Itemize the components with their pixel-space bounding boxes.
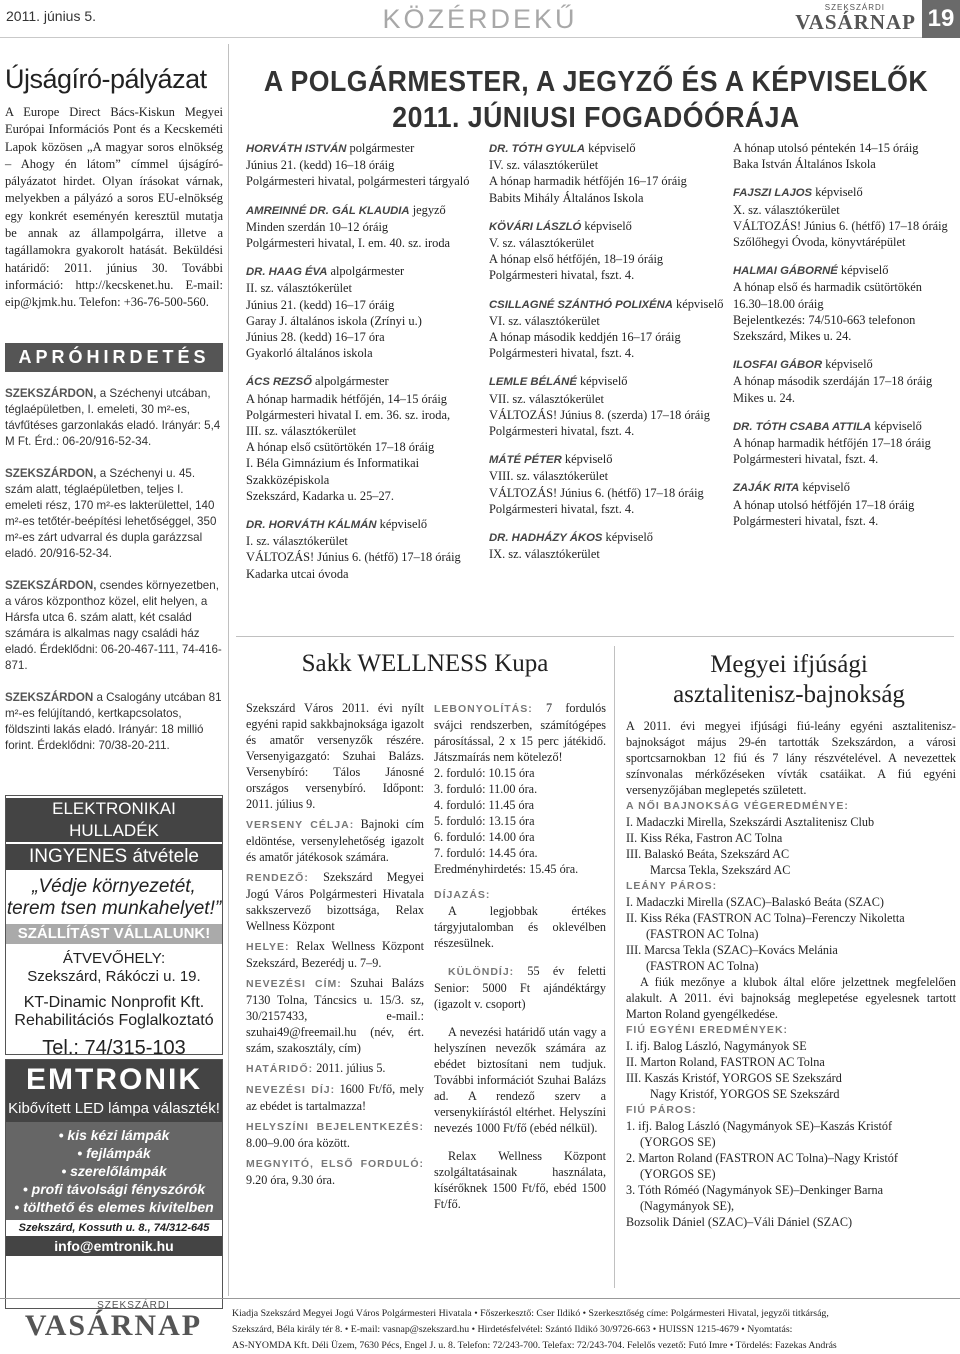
official-detail: Garay J. általános iskola (Zrínyi u.) [246,313,422,328]
footer-brand-logo: VASÁRNAP [24,1309,203,1342]
tt-result: Marcsa Tekla, Szekszárd AC [650,863,791,877]
ad-line: Tel.: 74/315-103 [42,1037,186,1059]
chess-round: 7. forduló: 14.45 óra. [434,846,538,860]
official-detail: Szőlőhegyi Óvoda, könyvtárépület [733,235,906,250]
section-title: KÖZÉRDEKŰ [382,4,578,34]
chess-column-1 [246,700,424,1200]
official-detail: III. sz. választókerület [246,424,357,439]
footer-brand [6,1300,221,1341]
classified-text: a Széchenyi u. 45. szám alatt, téglaépületben, teljes I. emeleti rész, 170 m²-es lakterülettel, 140 m²-es tetőtér-beépítési lehetőséggel, 350 m²-es zárt udvarral és dupla garázzsal eladó. 20/916-52-34. [5,467,217,560]
chess-special-prize [434,963,606,1012]
officials-column-3 [733,140,958,541]
chess-note-2: Relax Wellness Központ szolgáltatásainak használata, kísérőknek 1500 Ft/fő, ebéd 1500 Ft/fő. [434,1149,606,1211]
official-role: képviselő [376,517,428,532]
footer-brand-small: SZEKSZÁRDI [97,1300,170,1311]
value: 2011. július 5. [313,1061,386,1075]
official-role: polgármester [346,141,415,155]
official-role: képviselő [672,296,724,311]
official-role: képviselő [812,185,863,200]
official-detail: Mikes u. 24. [733,390,795,405]
ad-item: • profi távolsági fényszórók [22,1181,206,1197]
official-entry [489,529,725,562]
ad-line: Szekszárd, Rákóczi u. 19. [27,968,201,985]
brand-small: SZEKSZÁRDI [824,3,885,12]
tt-result: (YORGOS SE) [640,1135,716,1149]
chess-venue [246,938,424,971]
official-detail: Polgármesteri hivatal, polgármesteri tárgyaló [246,174,470,189]
label: LEBONYOLÍTÁS: [434,703,533,715]
classified-item [5,578,223,674]
official-entry [733,140,958,172]
official-detail: A hónap utolsó hétfőjén 17–18 óráig [733,497,915,512]
value: 8.00–9.00 óra között. [246,1136,350,1150]
value: 1600 Ft/fő, mely az ebédet is tartalmazza! [246,1082,424,1113]
title-line-2: asztalitenisz-bajnokság [673,681,905,708]
journalist-contest-text: A Europe Direct Bács-Kiskun Megyei Európai Információs Pont és a Kecskeméti Lapok közösen „A magyar soros elnökség – Ahogy én látom” címmel újságíró-pályázatot hirdet. Olyan írásokat várnak, melyekben a pályázó a soros EU-elnökség egy konkrét eseményén keresztül mutatja be annak az állampolgárra, illetve a tagállamokra gyakorolt hatását. Beküldési határidő: 2011. június 30. További információ: http://kecskenet.hu. E-mail: eip@kjmk.hu. Telefon: +36-76-500-560. [5,105,223,310]
ad-line: Rehabilitációs Foglalkoztató [14,1012,214,1029]
official-name: ÁCS REZSŐ [246,376,312,389]
chess-registration [246,1118,424,1151]
ad-item: • fejlámpák [77,1145,151,1161]
tt-result: I. Madaczki Mirella (SZAC)–Balaskó Beáta (SZAC) [626,895,884,909]
official-detail: A hónap harmadik hétfőjén, 14–15 óráig [246,391,447,406]
tt-result: II. Marton Roland, FASTRON AC Tolna [626,1055,825,1069]
ad-line: INGYENES átvétele [6,842,222,870]
chess-note: A nevezési határidő után vagy a helyszínen nevezők számára az ebédet biztosítani nem tudjuk. További információt Szuhai Balázs ad. A rendező szerv a versenykiírástól eltérhet. Helyszíni nevezés 1000 Ft/fő (ebéd nélkül). [434,1025,606,1135]
official-entry [246,140,476,190]
chess-goal [246,816,424,865]
label: KÜLÖNDÍJ: [448,966,515,978]
official-detail: VÁLTOZÁS! Június 8. (szerda) 17–18 óráig [489,407,710,422]
official-detail: Polgármesteri hivatal I. em. 36. sz. iroda, [246,407,451,422]
official-role: alpolgármester [311,374,389,389]
official-detail: X. sz. választókerület [733,202,840,217]
table-tennis-body [626,718,956,1230]
official-detail: Gyakorló általános iskola [246,346,373,361]
official-detail: Kadarka utcai óvoda [246,566,349,581]
official-detail: Szekszárd, Mikes u. 24. [733,329,852,344]
label: HELYE: [246,941,290,953]
label: HATÁRIDŐ: [246,1063,314,1075]
section-divider [236,636,954,637]
official-role: képviselő [585,141,636,155]
official-detail: A hónap első hétfőjén, 18–19 óráig [489,252,664,267]
tt-heading: A NŐI BAJNOKSÁG VÉGEREDMÉNYE: [626,800,849,812]
official-entry [489,373,725,439]
ad-subtitle: Kibővített LED lámpa választék! [6,1100,222,1122]
classified-text: a Széchenyi utcában, téglaépületben, I. emeleti, 30 m²-es, távfűtéses garzonlakás eladó. Irányár: 5,4 M Ft. Érd.: 06-20/916-52-34. [5,387,221,448]
official-entry [246,263,476,361]
official-role: képviselő [799,480,850,495]
official-detail: VI. sz. választókerület [489,313,600,328]
office-hours-heading [232,64,960,136]
official-role: képviselő [561,452,613,467]
classified-text: a Csalogány utcában 81 m²-es felújítandó, kertkapcsolatos, földszinti lakás eladó. Irányár: 18 millió forint. Érdeklődni: 70/38-20-211. [5,691,222,752]
tt-result: I. Madaczki Mirella, Szekszárdi Asztalitenisz Club [626,815,875,829]
footer-divider [0,1298,960,1299]
official-detail: Szekszárd, Kadarka u. 25–27. [246,488,394,503]
chess-round: 3. forduló: 11.00 óra. [434,782,538,796]
official-detail: A hónap első csütörtökén 17–18 óráig [246,440,435,455]
official-detail: V. sz. választókerület [489,236,595,251]
official-name: DR. HORVÁTH KÁLMÁN [246,519,377,532]
value: 9.20 óra, 9.30 óra. [246,1173,336,1187]
label: HELYSZÍNI BEJELENTKEZÉS: [246,1121,424,1133]
tt-result: II. Kiss Réka (FASTRON AC Tolna)–Ferenczy Nikoletta [626,911,905,925]
official-entry [489,451,725,517]
imprint-line: Kiadja Szekszárd Megyei Jogú Város Polgármesteri Hivatala • Főszerkesztő: Cser Ildikó • Szerkesztőség címe: Polgármesteri Hivatal, jegyzői titkárság, [232,1308,829,1319]
official-detail: A hónap második keddjén 16–17 óráig [489,330,681,345]
ad-address: Szekszárd, Kossuth u. 8., 74/312-645 [18,1222,210,1234]
classified-text: csendes környezetben, a város központhoz közel, elit helyen, a Hársfa utca 6. szám alatt, két család számára is alkalmas nagy családi ház eladó. Érdeklődni: 06-20-467-111, 74-416-871. [5,579,222,672]
tt-result: 2. Marton Roland (FASTRON AC Tolna)–Nagy Kristóf [626,1151,898,1165]
ad-title: EMTRONIK [6,1060,222,1100]
official-detail: Polgármesteri hivatal, fszt. 4. [733,513,879,528]
official-detail: IX. sz. választókerület [489,547,600,562]
chess-title: Sakk WELLNESS Kupa [301,650,549,677]
table-tennis-title [620,650,958,710]
tt-result: Nagy Kristóf, YORGOS SE Szekszárd [650,1087,840,1101]
official-name: ILOSFAI GÁBOR [733,359,823,372]
officials-column-2 [489,140,725,574]
tt-result: Bozsolik Dániel (SZAC)–Váli Dániel (SZAC) [626,1215,853,1229]
chess-round: 2. forduló: 10.15 óra [434,766,535,780]
tt-result: II. Kiss Réka, Fastron AC Tolna [626,831,783,845]
tt-result: (YORGOS SE) [640,1167,716,1181]
official-entry [733,418,958,468]
official-detail: A hónap első és harmadik csütörtökén 16.30–18.00 óráig [733,280,922,311]
chess-prizes: A legjobbak értékes tárgyjutalomban és oklevélben részesülnek. [434,904,606,950]
emtronik-ad [5,1059,223,1309]
official-entry [489,296,725,362]
official-entry [246,373,476,504]
official-detail: Baka István Általános Iskola [733,157,876,172]
chess-fee [246,1081,424,1114]
label: RENDEZŐ: [246,872,309,884]
tt-heading: LEÁNY PÁROS: [626,880,718,892]
official-detail: VII. sz. választókerület [489,391,604,406]
classifieds-list [5,386,223,754]
ad-items [6,1122,222,1220]
official-detail: IV. sz. választókerület [489,158,599,173]
official-entry [733,479,958,529]
ad-item: • szerelőlámpák [61,1163,167,1179]
official-name: LEMLE BÉLÁNÉ [489,376,577,389]
tt-result: 3. Tóth Róméó (Nagymányok SE)–Denkinger Barna [626,1183,884,1197]
chess-round: 4. forduló: 11.45 óra [434,798,535,812]
value: Relax Wellness Központ Szekszárd, Bezerédj u. 7–9. [246,939,424,970]
imprint-line: Szekszárd, Béla király tér 8. • E-mail: vasnap@szekszard.hu • Hirdetésfelvétel: Szántó Ildikó 30/9726-663 • HUISSN 1215-4679 • Nyomtatás: [232,1324,793,1335]
official-detail: Polgármesteri hivatal, fszt. 4. [489,268,635,283]
tt-heading: FIÚ EGYÉNI EREDMÉNYEK: [626,1024,789,1036]
official-entry [733,356,958,406]
official-detail: Június 21. (kedd) 16–18 óráig [246,158,395,173]
footer-imprint [232,1306,956,1354]
official-detail: Polgármesteri hivatal, I. em. 40. sz. iroda [246,236,451,251]
official-detail: Június 21. (kedd) 16–17 óráig [246,297,395,312]
official-name: FAJSZI LAJOS [733,187,813,200]
tt-result: III. Balaskó Beáta, Szekszárd AC [626,847,790,861]
chess-intro: Szekszárd Város 2011. évi nyílt egyéni rapid sakkbajnoksága igazolt és amatőr versenyzők részére. Versenyigazgató: Szuhai Balázs. Versenybíró: Tálos Jánosné országos versenybíró. Időpont: 2011. július 9. [246,701,424,811]
label: NEVEZÉSI DÍJ: [246,1084,336,1096]
value: Bajnoki cím eldöntése, versenylehetőség igazolt és amatőr játékosok számára. [246,817,424,864]
official-role: alpolgármester [327,264,405,279]
chess-round: 6. forduló: 14.00 óra [434,830,535,844]
chess-round: 5. forduló: 13.15 óra [434,814,535,828]
official-name: DR. HADHÁZY ÁKOS [489,532,603,545]
official-role: képviselő [837,263,889,278]
official-name: DR. HAAG ÉVA [246,266,328,279]
tt-result: 1. ifj. Balog László (Nagymányok SE)–Kaszás Kristóf [626,1119,893,1133]
classified-item [5,690,223,754]
classified-item [5,466,223,562]
issue-date: 2011. június 5. [6,8,97,24]
official-detail: VÁLTOZÁS! Június 6. (hétfő) 17–18 óráig [246,550,461,565]
tt-mid: A fiúk mezőnye a klubok által előre jelzettnek megfelelően alakult. A 2011. évi bajnokság meglepetése egyelesnek tartott Marton Roland gyengélkedése. [626,975,956,1021]
official-name: KÖVÁRI LÁSZLÓ [489,220,582,233]
value: 55 év feletti Senior: 5000 Ft ajándéktárgy (igazolt v. csoport) [434,964,606,1011]
official-role: képviselő [576,374,628,389]
official-name: ZAJÁK RITA [733,482,800,495]
ad-line: „Védje környezetét, [32,876,196,897]
official-name: MÁTÉ PÉTER [489,454,562,467]
tt-result: (Nagymányok SE), [640,1199,735,1213]
official-name: CSILLAGNÉ SZÁNTHÓ POLIXÉNA [489,298,673,311]
official-entry [489,218,725,284]
heading-line-2: 2011. JÚNIUSI FOGADÓÓRÁJA [392,102,800,134]
tt-result: III. Kaszás Kristóf, YORGOS SE Szekszárd [626,1071,842,1085]
ad-line: terem tsen munkahelyet!” [6,898,222,919]
e-waste-ad [5,795,223,1059]
chess-round: Eredményhirdetés: 15.45 óra. [434,862,579,876]
official-role: képviselő [581,218,632,233]
title-line-1: Megyei ifjúsági [710,651,868,678]
official-detail: VÁLTOZÁS! Június 6. (hétfő) 17–18 óráig [489,485,704,500]
chess-deadline [246,1060,424,1077]
official-detail: Polgármesteri hivatal, fszt. 4. [489,501,635,516]
official-detail: Június 28. (kedd) 16–17 óra [246,330,385,345]
ad-email: info@emtronik.hu [6,1236,222,1256]
value: Szekszárd Megyei Jogú Város Polgármesteri Hivatala sakkszervező bizottsága, Relax Wellness Központ [246,870,424,933]
official-entry [733,184,958,250]
tt-heading: FIÚ PÁROS: [626,1104,697,1116]
classifieds-heading: APRÓHIRDETÉS [5,343,223,372]
chess-entry-address [246,975,424,1056]
official-role: képviselő [602,530,653,545]
official-detail: I. Béla Gimnázium és Informatikai Szakközépiskola [246,456,420,487]
tt-result: I. ifj. Balog László, Nagymányok SE [626,1039,807,1053]
official-detail: Polgármesteri hivatal, fszt. 4. [489,424,635,439]
classified-lead: SZEKSZÁRDON, [5,579,97,592]
official-name: AMREINNÉ DR. GÁL KLAUDIA [246,204,410,217]
value: 7 fordulós svájci rendszerben, számítógépes párosítással, 2 x 15 perc játékidő. Játszmaírás nem kötelező! [434,701,606,764]
official-detail: VIII. sz. választókerület [489,469,609,484]
journalist-contest-title: Újságíró-pályázat [5,64,207,94]
tt-result: (FASTRON AC Tolna) [646,927,759,941]
official-detail: A hónap második szerdáján 17–18 óráig [733,374,933,389]
brand-logo: VASÁRNAP [795,10,916,34]
official-entry [489,140,725,206]
official-name: DR. TÓTH CSABA ATTILA [733,420,872,433]
column-divider [228,44,229,1296]
official-detail: A hónap harmadik hétfőjén 17–18 óráig [733,436,931,451]
official-detail: II. sz. választókerület [246,281,352,296]
official-name: DR. TÓTH GYULA [489,143,586,155]
ad-line: ELEKTRONIKAI HULLADÉK [6,798,222,842]
chess-organizer [246,869,424,934]
official-detail: Minden szerdán 10–12 óráig [246,219,389,234]
label: NEVEZÉSI CÍM: [246,978,342,990]
official-role: képviselő [871,418,922,433]
official-name: HORVÁTH ISTVÁN [246,143,347,155]
chess-format [434,700,606,765]
imprint-line: AS-NYOMDA Kft. Déli Üzem, 7630 Pécs, Engel J. u. 8. Telefon: 72/243-700. Telefax: 72/243-704. Felelős vezető: Futó Imre • Tördelés: Fazekas András [232,1340,837,1351]
official-detail: Polgármesteri hivatal, fszt. 4. [489,346,635,361]
classified-lead: SZEKSZÁRDON [5,691,94,704]
official-entry [733,262,958,344]
classified-item [5,386,223,450]
ad-line: KT-Dinamic Nonprofit Kft. [23,994,205,1011]
chess-prizes-label: DÍJAZÁS: [434,889,491,901]
ad-item: • kis kézi lámpák [58,1127,170,1143]
chess-opening [246,1155,424,1188]
classified-lead: SZEKSZÁRDON, [5,387,97,400]
official-role: jegyző [409,202,446,217]
official-detail: Babits Mihály Általános Iskola [489,190,644,205]
official-detail: VÁLTOZÁS! Június 6. (hétfő) 17–18 óráig [733,218,948,233]
official-entry [246,516,476,582]
page-number: 19 [922,0,960,38]
chess-column-2 [434,700,606,1224]
official-name: HALMAI GÁBORNÉ [733,265,838,278]
label: MEGNYITÓ, ELSŐ FORDULÓ: [246,1158,424,1170]
official-detail: Bejelentkezés: 74/510-663 telefonon [733,312,916,327]
ad-item: • tölthető és elemes kivitelben [14,1199,214,1215]
label: VERSENY CÉLJA: [246,819,355,831]
heading-line-1: A POLGÁRMESTER, A JEGYZŐ ÉS A KÉPVISELŐK [263,66,929,98]
official-detail: I. sz. választókerület [246,534,348,549]
officials-column-1 [246,140,476,594]
tt-intro: A 2011. évi megyei ifjúsági fiú-leány egyéni asztalitenisz-bajnokságot május 29-én tartották Szekszárdon, a városi sportcsarnokban 12 fiú és 7 lány részvételével. A nevezettek színvonalas mérkőzéseken vívták csatáikat. A fiú egyéni versenyzőjában meglepetés született. [626,719,956,797]
official-detail: A hónap harmadik hétfőjén 16–17 óráig [489,174,687,189]
column-divider [614,646,615,1288]
ad-line: ÁTVEVŐHELY: [62,950,166,967]
official-role: képviselő [822,357,873,372]
ad-line: SZÁLLÍTÁST VÁLLALUNK! [6,924,222,944]
official-entry [246,202,476,252]
official-detail: Polgármesteri hivatal, fszt. 4. [733,452,879,467]
value: Szuhai Balázs 7130 Tolna, Táncsics u. 15/3. sz, 30/2157433, e-mail.: szuhai49@freemail.hu (név, ért. szám, szakosztály, cím) [246,976,424,1055]
classified-lead: SZEKSZÁRDON, [5,467,97,480]
tt-result: III. Marcsa Tekla (SZAC)–Kovács Melánia [626,943,838,957]
tt-result: (FASTRON AC Tolna) [646,959,759,973]
official-detail: A hónap utolsó péntekén 14–15 óráig [733,141,919,155]
